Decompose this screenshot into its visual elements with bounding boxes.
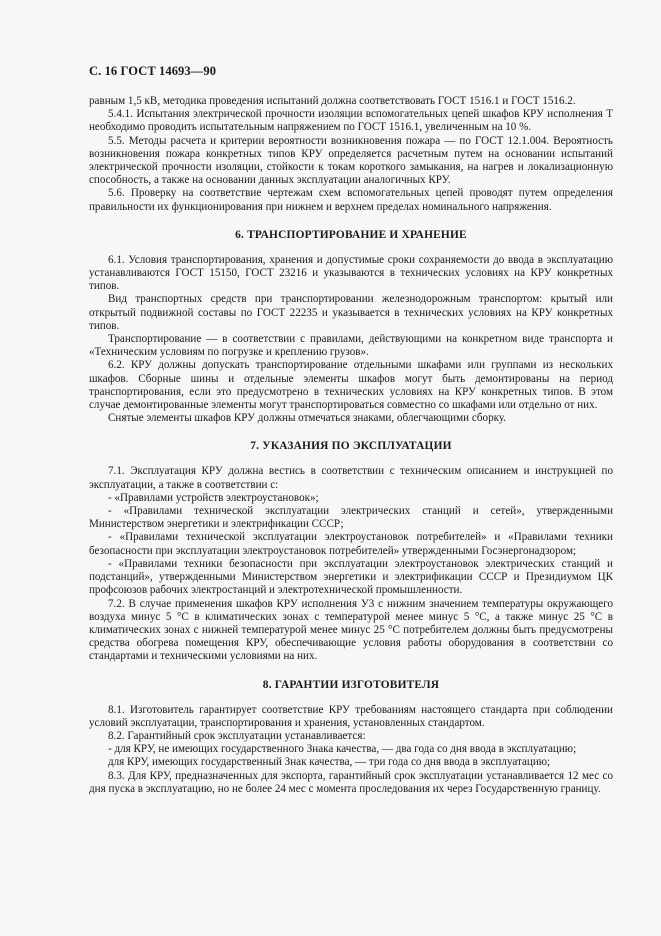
- paragraph: 7.2. В случае применения шкафов КРУ исполнения У3 с нижним значением температуры окружающего воздуха минус 5 °С в климатических зонах с температурой менее минус 5 °С, а также минус 25 °С в климатических зонах с нижней температурой менее минус 25 °С потребителем должны быть предусмотрены средства обогрева помещения КРУ, обеспечивающие условия работы оборудования в соответствии со стандартами и техническими условиями на них.: [89, 597, 613, 663]
- paragraph: 5.4.1. Испытания электрической прочности изоляции вспомогательных цепей шкафов КРУ исполнения Т необходимо проводить испытательным напряжением по ГОСТ 1516.1, увеличенным на 10 %.: [89, 108, 613, 134]
- section-8: [89, 704, 613, 796]
- paragraph: 8.1. Изготовитель гарантирует соответствие КРУ требованиям настоящего стандарта при соблюдении условий эксплуатации, транспортирования и хранения, установленных стандартом.: [89, 703, 613, 729]
- section-5-continuation: [89, 95, 613, 214]
- paragraph: Транспортирование — в соответствии с правилами, действующими на конкретном виде транспорта и «Техническим условиям по погрузке и креплению грузов».: [89, 333, 613, 359]
- list-item: - «Правилами технической эксплуатации электроустановок потребителей» и «Правилами техники безопасности при эксплуатации электроустановок потребителей» утвержденными Госэнергонадзором;: [89, 531, 613, 557]
- list-item: - «Правилами техники безопасности при эксплуатации электроустановок электрических станций и подстанций», утвержденными Министерством энергетики и электрификации СССР и Президиумом ЦК профсоюзов рабочих электростанций и электротехнической промышленности.: [89, 557, 613, 597]
- paragraph: 6.1. Условия транспортирования, хранения и допустимые сроки сохраняемости до ввода в эксплуатацию устанавливаются ГОСТ 15150, ГОСТ 23216 и указываются в технических условиях на КРУ конкретных типов.: [89, 253, 613, 293]
- section-6: [89, 254, 613, 426]
- paragraph: 6.2. КРУ должны допускать транспортирование отдельными шкафами или группами из нескольких шкафов. Сборные шины и отдельные элементы шкафов могут быть демонтированы на период транспортирования, если это предусмотрено в технических условиях на КРУ конкретных типов. В этом случае демонтированные элементы могут транспортироваться совместно со шкафами или отдельно от них.: [89, 359, 613, 412]
- section-7: [89, 465, 613, 663]
- paragraph: Вид транспортных средств при транспортировании железнодорожным транспортом: крытый или открытый подвижной составы по ГОСТ 22235 и указывается в технических условиях на КРУ конкретных типов.: [89, 293, 613, 332]
- list-item: - для КРУ, не имеющих государственного Знака качества, — два года со дня ввода в эксплуатацию;: [108, 743, 577, 756]
- paragraph: 5.6. Проверку на соответствие чертежам схем вспомогательных цепей проводят путем определения правильности их функционирования при нижнем и верхнем пределах номинального напряжения.: [89, 187, 613, 213]
- list-item: - «Правилами устройств электроустановок»;: [108, 491, 319, 504]
- section-8-title: 8. ГАРАНТИИ ИЗГОТОВИТЕЛЯ: [262, 678, 440, 691]
- paragraph: 8.3. Для КРУ, предназначенных для экспорта, гарантийный срок эксплуатации устанавливается 12 мес со дня пуска в эксплуатацию, но не более 24 мес с момента проследования их через Государственную границу.: [89, 769, 613, 795]
- list-item: - «Правилами технической эксплуатации электрических станций и сетей», утвержденными Министерством энергетики и электрификации СССР;: [89, 505, 613, 531]
- list-item: для КРУ, имеющих государственный Знак качества, — три года со дня ввода в эксплуатацию;: [108, 756, 551, 769]
- paragraph: 8.2. Гарантийный срок эксплуатации устанавливается:: [108, 729, 366, 742]
- paragraph: 7.1. Эксплуатация КРУ должна вестись в соответствии с техническим описанием и инструкцией по эксплуатации, а также в соответствии с:: [89, 465, 613, 491]
- paragraph: Снятые элементы шкафов КРУ должны отмечаться знаками, облегчающими сборку.: [108, 412, 507, 425]
- paragraph: 5.5. Методы расчета и критерии вероятности возникновения пожара — по ГОСТ 12.1.004. Вероятность возникновения пожара конкретных типов КРУ определяется расчетным путем на основании испытаний электрической прочности изоляции, стойкости к токам короткого замыкания, на нагрев и локализационную способность, а также на основании данных эксплуатации аналогичных КРУ.: [89, 134, 613, 187]
- paragraph: равным 1,5 кВ, методика проведения испытаний должна соответствовать ГОСТ 1516.1 и ГОСТ 1516.2.: [89, 95, 576, 107]
- section-7-title: 7. УКАЗАНИЯ ПО ЭКСПЛУАТАЦИИ: [250, 440, 452, 453]
- section-6-title: 6. ТРАНСПОРТИРОВАНИЕ И ХРАНЕНИЕ: [235, 228, 467, 241]
- page-header: С. 16 ГОСТ 14693—90: [89, 64, 217, 78]
